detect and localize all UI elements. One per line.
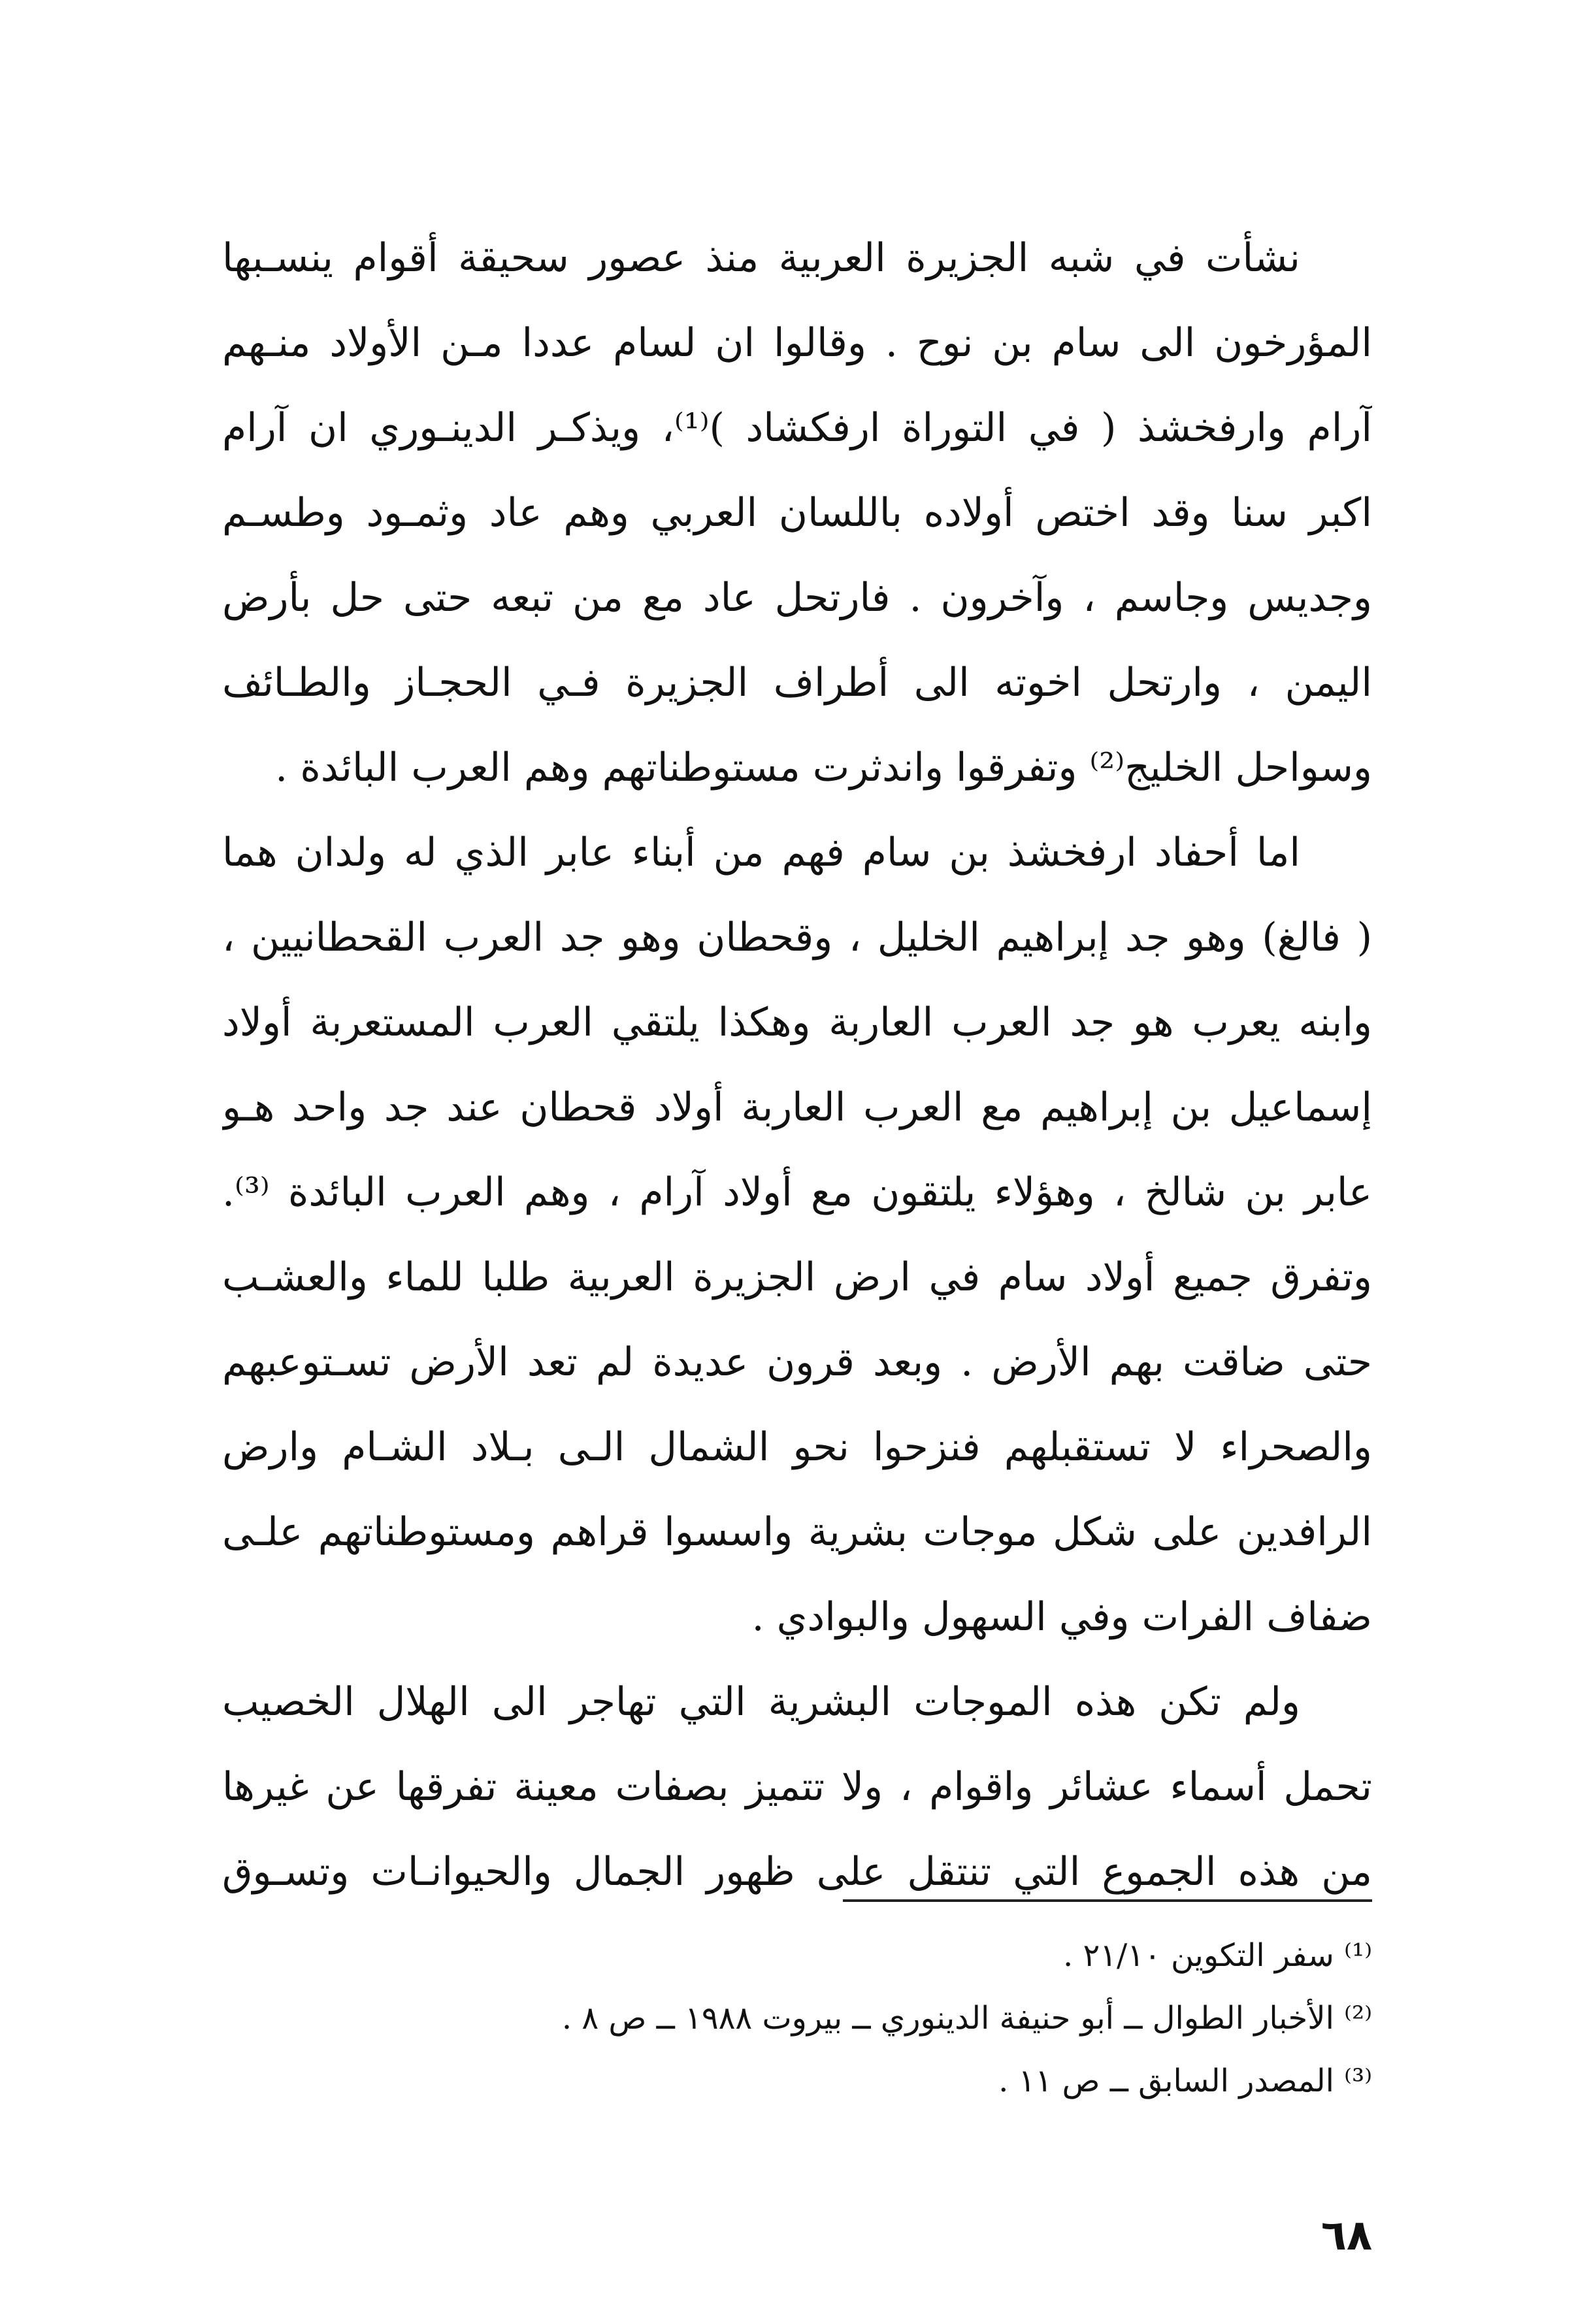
- text-line: الرافدين على شكل موجات بشرية واسسوا قراهم ومستوطناتهم علـى: [222, 1509, 1372, 1555]
- text-line: عابر بن شالخ ، وهؤلاء يلتقون مع أولاد آرام ، وهم العرب البائدة ⁽³⁾.: [222, 1170, 1372, 1215]
- footnote: ⁽³⁾ المصدر السابق ــ ص ١١ .: [998, 2063, 1372, 2099]
- footnote: ⁽²⁾ الأخبار الطوال ــ أبو حنيفة الدينوري ــ بيروت ١٩٨٨ ــ ص ٨ .: [561, 2000, 1372, 2037]
- text-line: ( فالغ) وهو جد إبراهيم الخليل ، وقحطان وهو جد العرب القحطانيين ،: [222, 915, 1372, 960]
- footnote: ⁽¹⁾ سفر التكوين ٢١/١٠ .: [1062, 1937, 1372, 1974]
- text-line: وابنه يعرب هو جد العرب العاربة وهكذا يلتقي العرب المستعربة أولاد: [222, 1000, 1372, 1045]
- text-line: اكبر سنا وقد اختص أولاده باللسان العربي وهم عاد وثمـود وطسـم: [222, 490, 1372, 536]
- text-line: المؤرخون الى سام بن نوح . وقالوا ان لسام عددا مـن الأولاد منـهم: [222, 320, 1372, 366]
- text-line: تحمل أسماء عشائر واقوام ، ولا تتميز بصفات معينة تفرقها عن غيرها: [222, 1764, 1372, 1810]
- body-text: [222, 216, 1372, 1914]
- text-line: اليمن ، وارتحل اخوته الى أطراف الجزيرة فـي الحجـاز والطـائف: [222, 660, 1372, 706]
- text-line: وسواحل الخليج⁽²⁾ وتفرقوا واندثرت مستوطناتهم وهم العرب البائدة .: [275, 745, 1372, 791]
- text-line: وجديس وجاسم ، وآخرون . فارتحل عاد مع من تبعه حتى حل بأرض: [222, 575, 1372, 621]
- footnotes: [222, 1924, 1372, 2112]
- text-line: حتى ضاقت بهم الأرض . وبعد قرون عديدة لم تعد الأرض تسـتوعبهم: [222, 1339, 1372, 1385]
- page-number: ٦٨: [1320, 2212, 1372, 2260]
- text-line: نشأت في شبه الجزيرة العربية منذ عصور سحيقة أقوام ينسـبها: [222, 235, 1300, 281]
- text-line: إسماعيل بن إبراهيم مع العرب العاربة أولاد قحطان عند جد واحد هـو: [222, 1085, 1372, 1130]
- text-line: ولم تكن هذه الموجات البشرية التي تهاجر الى الهلال الخصيب: [222, 1679, 1300, 1725]
- text-line: آرام وارفخشذ ( في التوراة ارفكشاد )⁽¹⁾، ويذكـر الدينـوري ان آرام: [222, 405, 1372, 451]
- footnote-divider: [843, 1899, 1372, 1902]
- text-line: والصحراء لا تستقبلهم فنزحوا نحو الشمال الـى بـلاد الشـام وارض: [222, 1424, 1372, 1470]
- text-line: ضفاف الفرات وفي السهول والبوادي .: [751, 1594, 1372, 1640]
- text-line: من هذه الجموع التي تنتقل على ظهور الجمال والحيوانـات وتسـوق: [222, 1849, 1372, 1895]
- text-line: اما أحفاد ارفخشذ بن سام فهم من أبناء عابر الذي له ولدان هما: [222, 830, 1300, 876]
- text-line: وتفرق جميع أولاد سام في ارض الجزيرة العربية طلبا للماء والعشـب: [222, 1254, 1372, 1300]
